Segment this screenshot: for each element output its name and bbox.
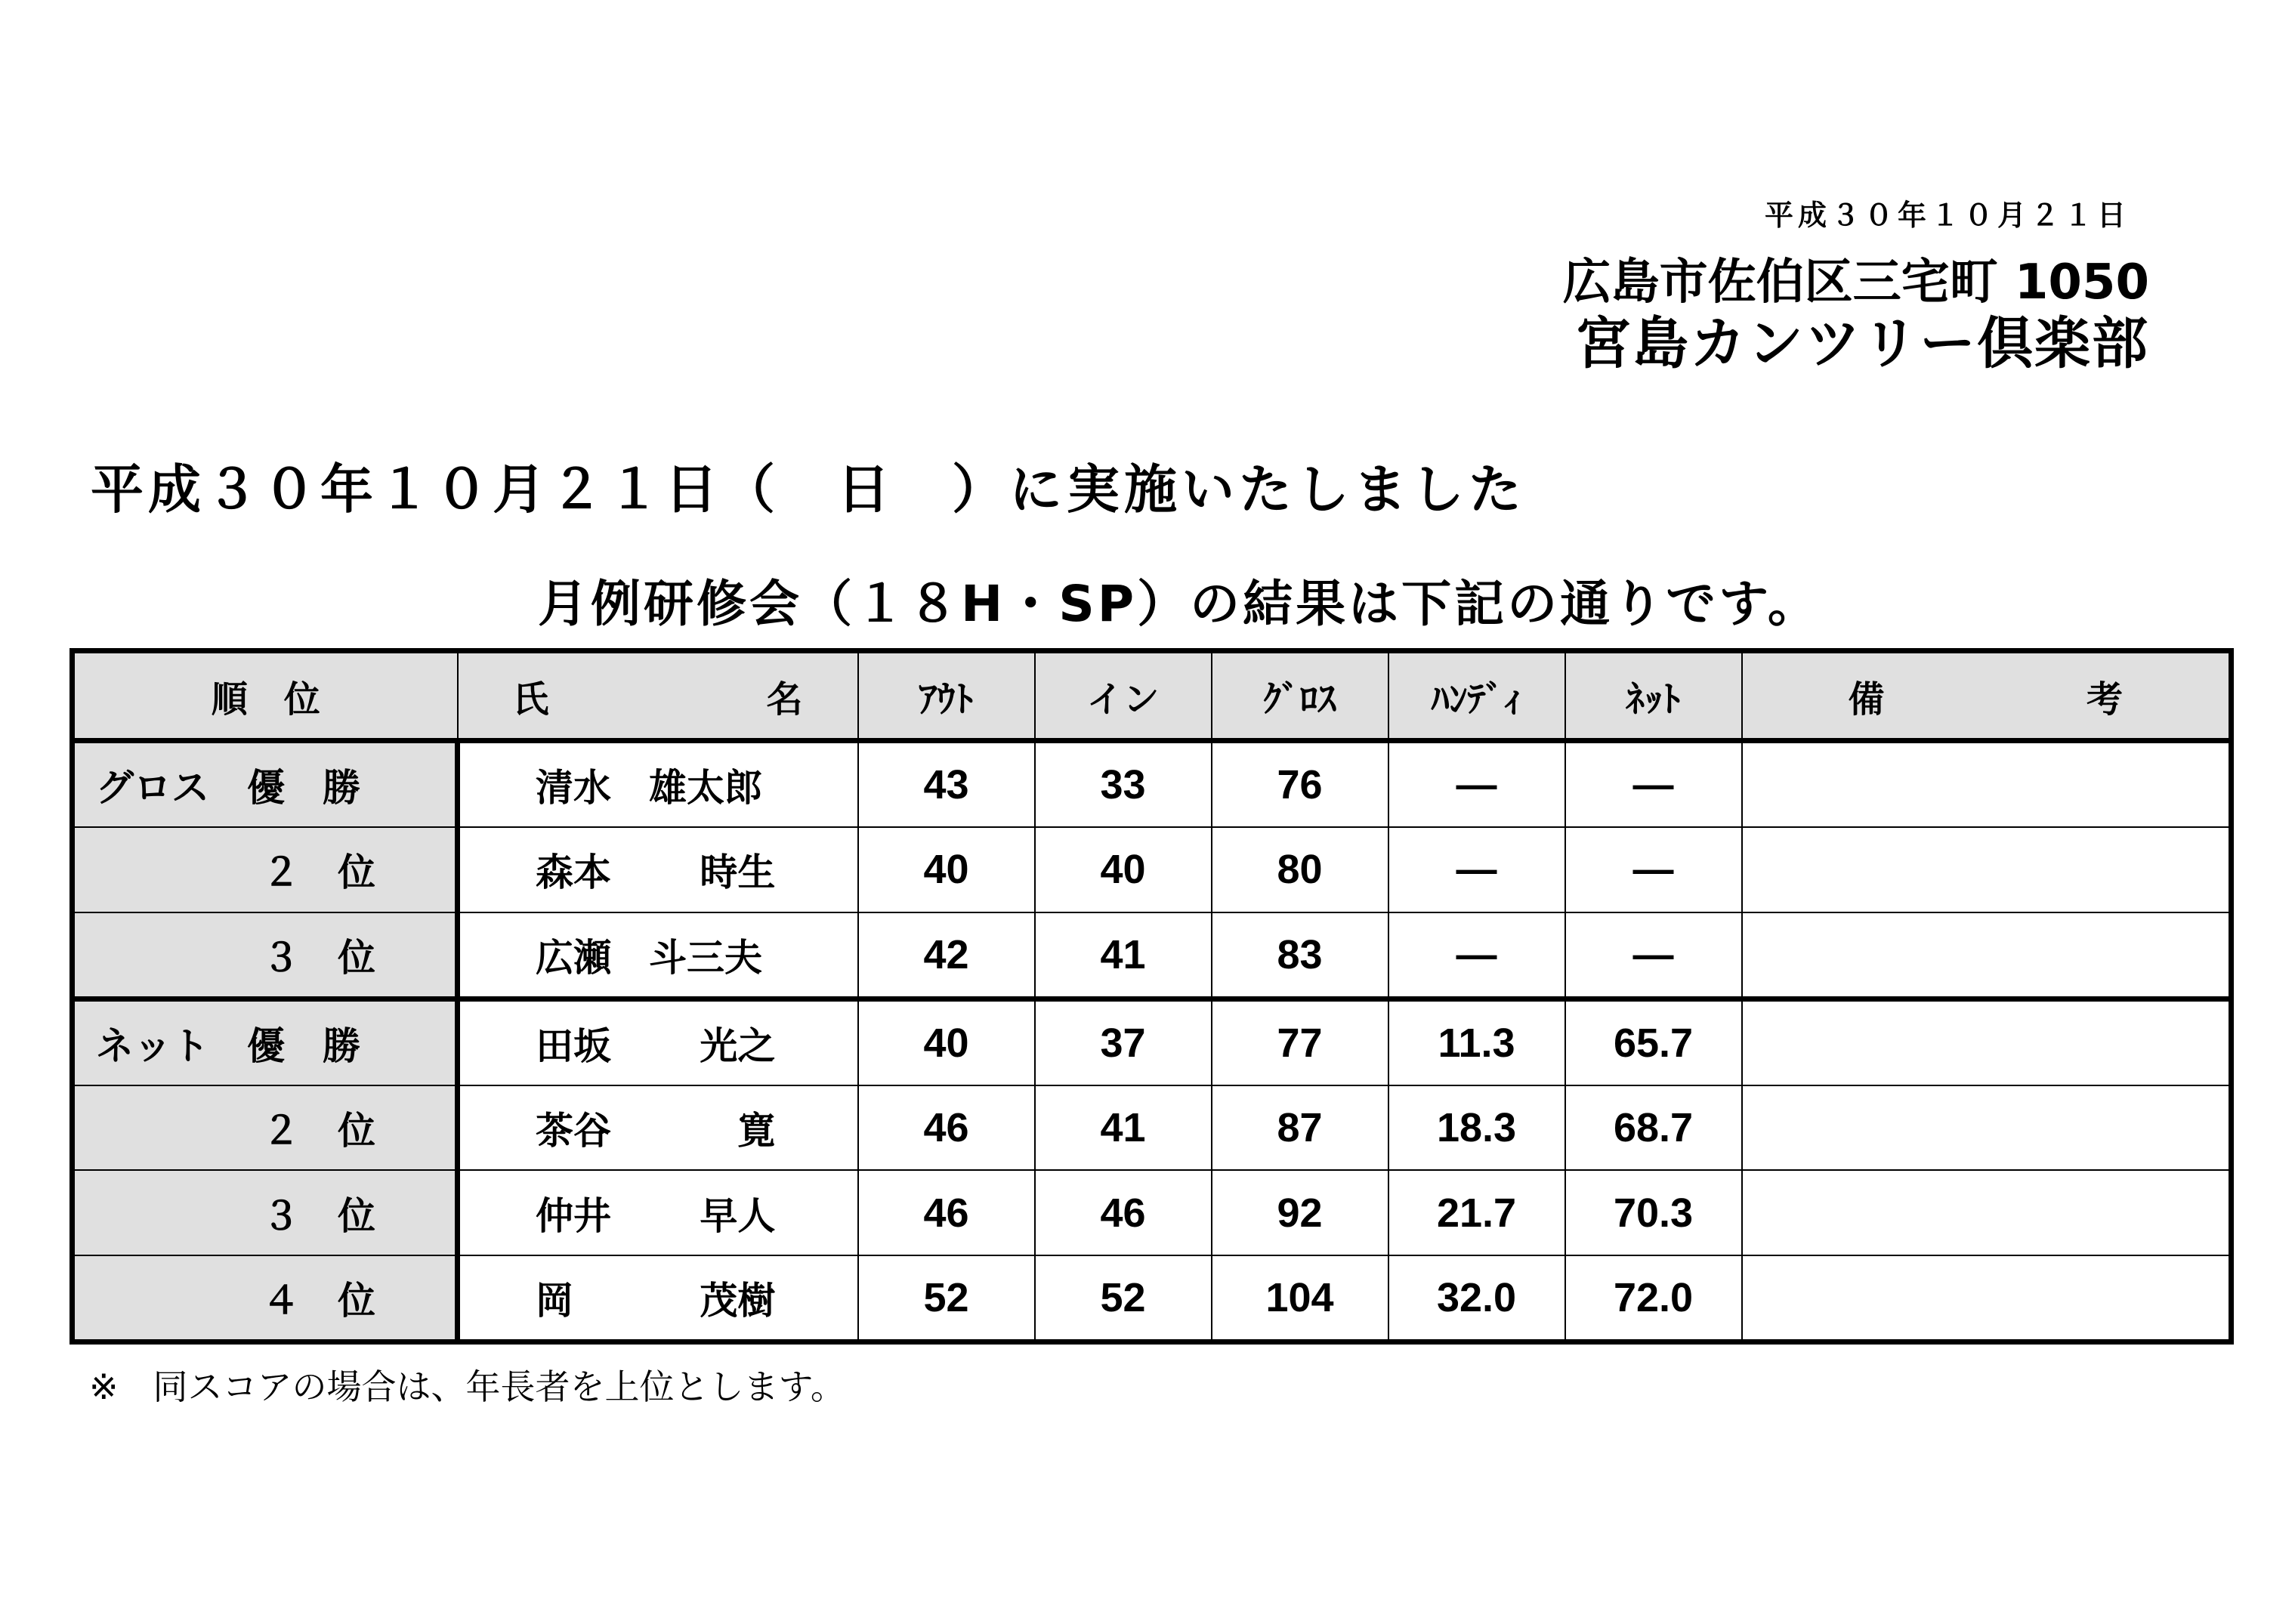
- table-row: [73, 1085, 2232, 1170]
- table-row: [73, 912, 2232, 999]
- in-cell: 37: [1035, 999, 1212, 1085]
- column-header-remarks-left: 備: [1848, 678, 1885, 721]
- name-cell: 茶谷 寛: [458, 1085, 858, 1170]
- table-row: [73, 1255, 2232, 1342]
- header-row: [73, 651, 2232, 741]
- remarks-cell: [1742, 912, 2232, 999]
- column-header-name-right: 名: [766, 678, 803, 721]
- handicap-cell: 21.7: [1388, 1170, 1565, 1255]
- remarks-cell: [1742, 1170, 2232, 1255]
- club-address: 広島市佐伯区三宅町 1050: [1562, 255, 2149, 310]
- out-cell: 52: [858, 1255, 1035, 1342]
- out-cell: 46: [858, 1085, 1035, 1170]
- in-cell: 46: [1035, 1170, 1212, 1255]
- net-cell: —: [1565, 912, 1742, 999]
- document-date: 平成３０年１０月２１日: [1764, 199, 2130, 232]
- net-cell: 65.7: [1565, 999, 1742, 1085]
- tie-break-note: ※ 同スコアの場合は、年長者を上位とします。: [89, 1366, 845, 1407]
- rank-cell: ネット 優 勝: [73, 999, 458, 1085]
- name-cell: 田坂 光之: [458, 999, 858, 1085]
- column-header-name: [458, 651, 858, 741]
- remarks-cell: [1742, 1255, 2232, 1342]
- gross-cell: 77: [1212, 999, 1388, 1085]
- out-cell: 43: [858, 741, 1035, 828]
- column-header-gross: ｸﾞﾛｽ: [1212, 651, 1388, 741]
- name-cell: 森本 時生: [458, 827, 858, 912]
- in-cell: 41: [1035, 1085, 1212, 1170]
- column-header-remarks-right: 考: [2086, 678, 2123, 721]
- net-cell: —: [1565, 741, 1742, 828]
- gross-cell: 76: [1212, 741, 1388, 828]
- in-cell: 41: [1035, 912, 1212, 999]
- net-cell: —: [1565, 827, 1742, 912]
- table-row: [73, 1170, 2232, 1255]
- handicap-cell: 32.0: [1388, 1255, 1565, 1342]
- in-cell: 52: [1035, 1255, 1212, 1342]
- handicap-cell: —: [1388, 741, 1565, 828]
- rank-cell: ３ 位: [73, 1170, 458, 1255]
- handicap-cell: 18.3: [1388, 1085, 1565, 1170]
- rank-cell: ２ 位: [73, 1085, 458, 1170]
- intro-line-1: 平成３０年１０月２１日（ 日 ）に実施いたしました: [91, 458, 1526, 520]
- name-cell: 清水 雄太郎: [458, 741, 858, 828]
- gross-cell: 92: [1212, 1170, 1388, 1255]
- net-cell: 72.0: [1565, 1255, 1742, 1342]
- net-cell: 68.7: [1565, 1085, 1742, 1170]
- intro-line-2: 月例研修会（１８H・SP）の結果は下記の通りです。: [538, 575, 1821, 633]
- out-cell: 46: [858, 1170, 1035, 1255]
- remarks-cell: [1742, 741, 2232, 828]
- column-header-in: イン: [1035, 651, 1212, 741]
- handicap-cell: 11.3: [1388, 999, 1565, 1085]
- remarks-cell: [1742, 999, 2232, 1085]
- remarks-cell: [1742, 1085, 2232, 1170]
- net-cell: 70.3: [1565, 1170, 1742, 1255]
- handicap-cell: —: [1388, 827, 1565, 912]
- remarks-cell: [1742, 827, 2232, 912]
- name-cell: 広瀬 斗三夫: [458, 912, 858, 999]
- column-header-out: ｱｳﾄ: [858, 651, 1035, 741]
- column-header-handicap: ﾊﾝﾃﾞｨ: [1388, 651, 1565, 741]
- column-header-remarks: [1742, 651, 2232, 741]
- results-table: [69, 648, 2234, 1345]
- out-cell: 40: [858, 999, 1035, 1085]
- out-cell: 42: [858, 912, 1035, 999]
- gross-cell: 104: [1212, 1255, 1388, 1342]
- gross-cell: 87: [1212, 1085, 1388, 1170]
- rank-cell: ３ 位: [73, 912, 458, 999]
- column-header-rank: 順 位: [73, 651, 458, 741]
- handicap-cell: —: [1388, 912, 1565, 999]
- table-row: [73, 999, 2232, 1085]
- rank-cell: グロス 優 勝: [73, 741, 458, 828]
- gross-cell: 83: [1212, 912, 1388, 999]
- column-header-name-left: 氏: [512, 678, 549, 721]
- name-cell: 岡 茂樹: [458, 1255, 858, 1342]
- out-cell: 40: [858, 827, 1035, 912]
- gross-cell: 80: [1212, 827, 1388, 912]
- in-cell: 40: [1035, 827, 1212, 912]
- name-cell: 仲井 早人: [458, 1170, 858, 1255]
- in-cell: 33: [1035, 741, 1212, 828]
- table-row: [73, 741, 2232, 828]
- table-row: [73, 827, 2232, 912]
- club-name: 宮島カンツリー倶楽部: [1575, 311, 2149, 376]
- rank-cell: ４ 位: [73, 1255, 458, 1342]
- column-header-net: ﾈｯﾄ: [1565, 651, 1742, 741]
- rank-cell: ２ 位: [73, 827, 458, 912]
